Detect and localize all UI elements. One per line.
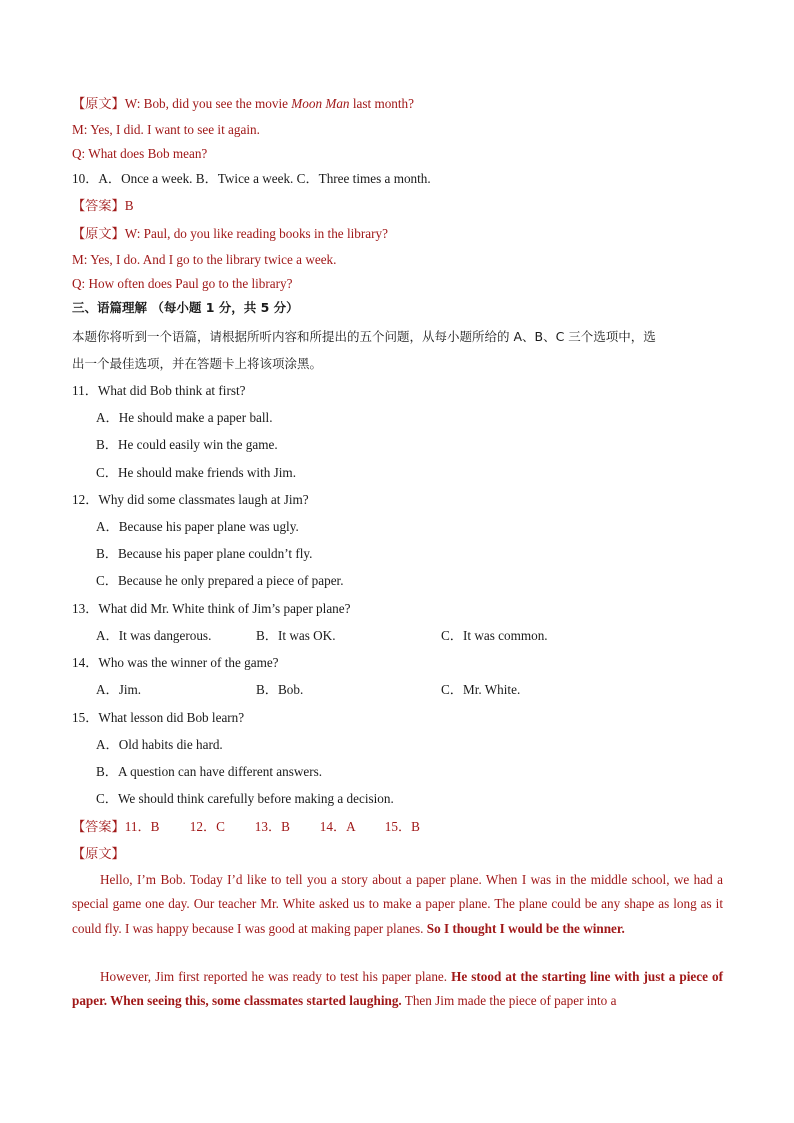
question-14-option-a: A．Jim. xyxy=(96,682,142,697)
transcript-label: 【原文】 xyxy=(72,96,125,111)
paragraph-text: However, Jim first reported he was ready to test his paper plane. xyxy=(100,969,452,984)
answer-item: 15．B xyxy=(384,819,420,834)
transcript-10-line-2: M: Yes, I do. And I go to the library twice a week. xyxy=(72,252,337,267)
transcript-paragraph-2 xyxy=(72,965,723,1014)
movie-title: Moon Man xyxy=(291,96,350,111)
paragraph-text: Then Jim made the piece of paper into a xyxy=(401,993,617,1009)
transcript-label: 【原文】 xyxy=(72,226,125,241)
question-15-option-a: A．Old habits die hard. xyxy=(96,737,223,752)
question-13-option-b: B．It was OK. xyxy=(256,628,336,643)
question-15-option-c: C．We should think carefully before making a decision. xyxy=(96,791,394,806)
transcript-10-line-3: Q: How often does Paul go to the library? xyxy=(72,276,293,291)
question-14-stem: 14．Who was the winner of the game? xyxy=(72,655,279,670)
question-11-option-c: C．He should make friends with Jim. xyxy=(96,465,296,480)
question-11-stem: 11．What did Bob think at first? xyxy=(72,383,246,398)
transcript-9-line-2: M: Yes, I did. I want to see it again. xyxy=(72,122,260,137)
transcript-10-line-1 xyxy=(72,225,388,243)
question-13-stem: 13．What did Mr. White think of Jim’s paper plane? xyxy=(72,601,351,616)
answers-label: 【答案】 xyxy=(72,819,125,834)
transcript-paragraph-1 xyxy=(72,868,723,941)
question-12-option-a: A．Because his paper plane was ugly. xyxy=(96,519,299,534)
question-15-stem: 15．What lesson did Bob learn? xyxy=(72,710,245,725)
transcript-9-line-3: Q: What does Bob mean? xyxy=(72,146,208,161)
question-12-stem: 12．Why did some classmates laugh at Jim? xyxy=(72,492,309,507)
answer-10 xyxy=(72,197,134,215)
transcript-label-final: 【原文】 xyxy=(72,846,125,861)
question-14-option-c: C．Mr. White. xyxy=(441,682,521,697)
answer-item: 13．B xyxy=(254,819,290,834)
question-10: 10．A．Once a week. B．Twice a week. C．Three times a month. xyxy=(72,171,431,186)
section-heading: 三、语篇理解 （每小题 1 分，共 5 分） xyxy=(72,300,299,315)
answers-line xyxy=(72,818,420,836)
question-11-option-a: A．He should make a paper ball. xyxy=(96,410,273,425)
paragraph-text: Hello, I’m Bob. Today I’d like to tell you a story about a paper plane. When I was in the middle school, we had a special game one day. Our teacher Mr. White asked us to make a paper plane. The plane could be any shape as long as it could fly. I was happy because I was good at making paper planes. xyxy=(72,872,723,936)
answer-item: 14．A xyxy=(319,819,356,834)
answer-value: B xyxy=(124,198,134,213)
answer-item: 12．C xyxy=(189,819,225,834)
paragraph-highlight: So I thought I would be the winner. xyxy=(426,920,625,936)
paragraph-highlight: He stood at the starting line with just a piece of paper. When seeing this, some classmates started laughing. xyxy=(72,969,723,1009)
transcript-9-line-1 xyxy=(72,95,414,113)
question-13-option-c: C．It was common. xyxy=(441,628,548,643)
section-instruction-2: 出一个最佳选项，并在答题卡上将该项涂黑。 xyxy=(72,356,323,371)
section-instruction-1: 本题你将听到一个语篇，请根据所听内容和所提出的五个问题，从每小题所给的 A、B、C 三个选项中，选 xyxy=(72,329,656,344)
question-12-option-c: C．Because he only prepared a piece of paper. xyxy=(96,573,344,588)
transcript-text: W: Bob, did you see the movie xyxy=(124,96,292,111)
transcript-text: last month? xyxy=(349,96,414,111)
question-14-option-b: B．Bob. xyxy=(256,682,304,697)
answer-item: 11．B xyxy=(124,819,160,834)
question-12-option-b: B．Because his paper plane couldn’t fly. xyxy=(96,546,313,561)
question-11-option-b: B．He could easily win the game. xyxy=(96,437,278,452)
answer-label: 【答案】 xyxy=(72,198,125,213)
question-13-option-a: A．It was dangerous. xyxy=(96,628,212,643)
question-15-option-b: B．A question can have different answers. xyxy=(96,764,323,779)
transcript-text: W: Paul, do you like reading books in the library? xyxy=(124,226,388,241)
